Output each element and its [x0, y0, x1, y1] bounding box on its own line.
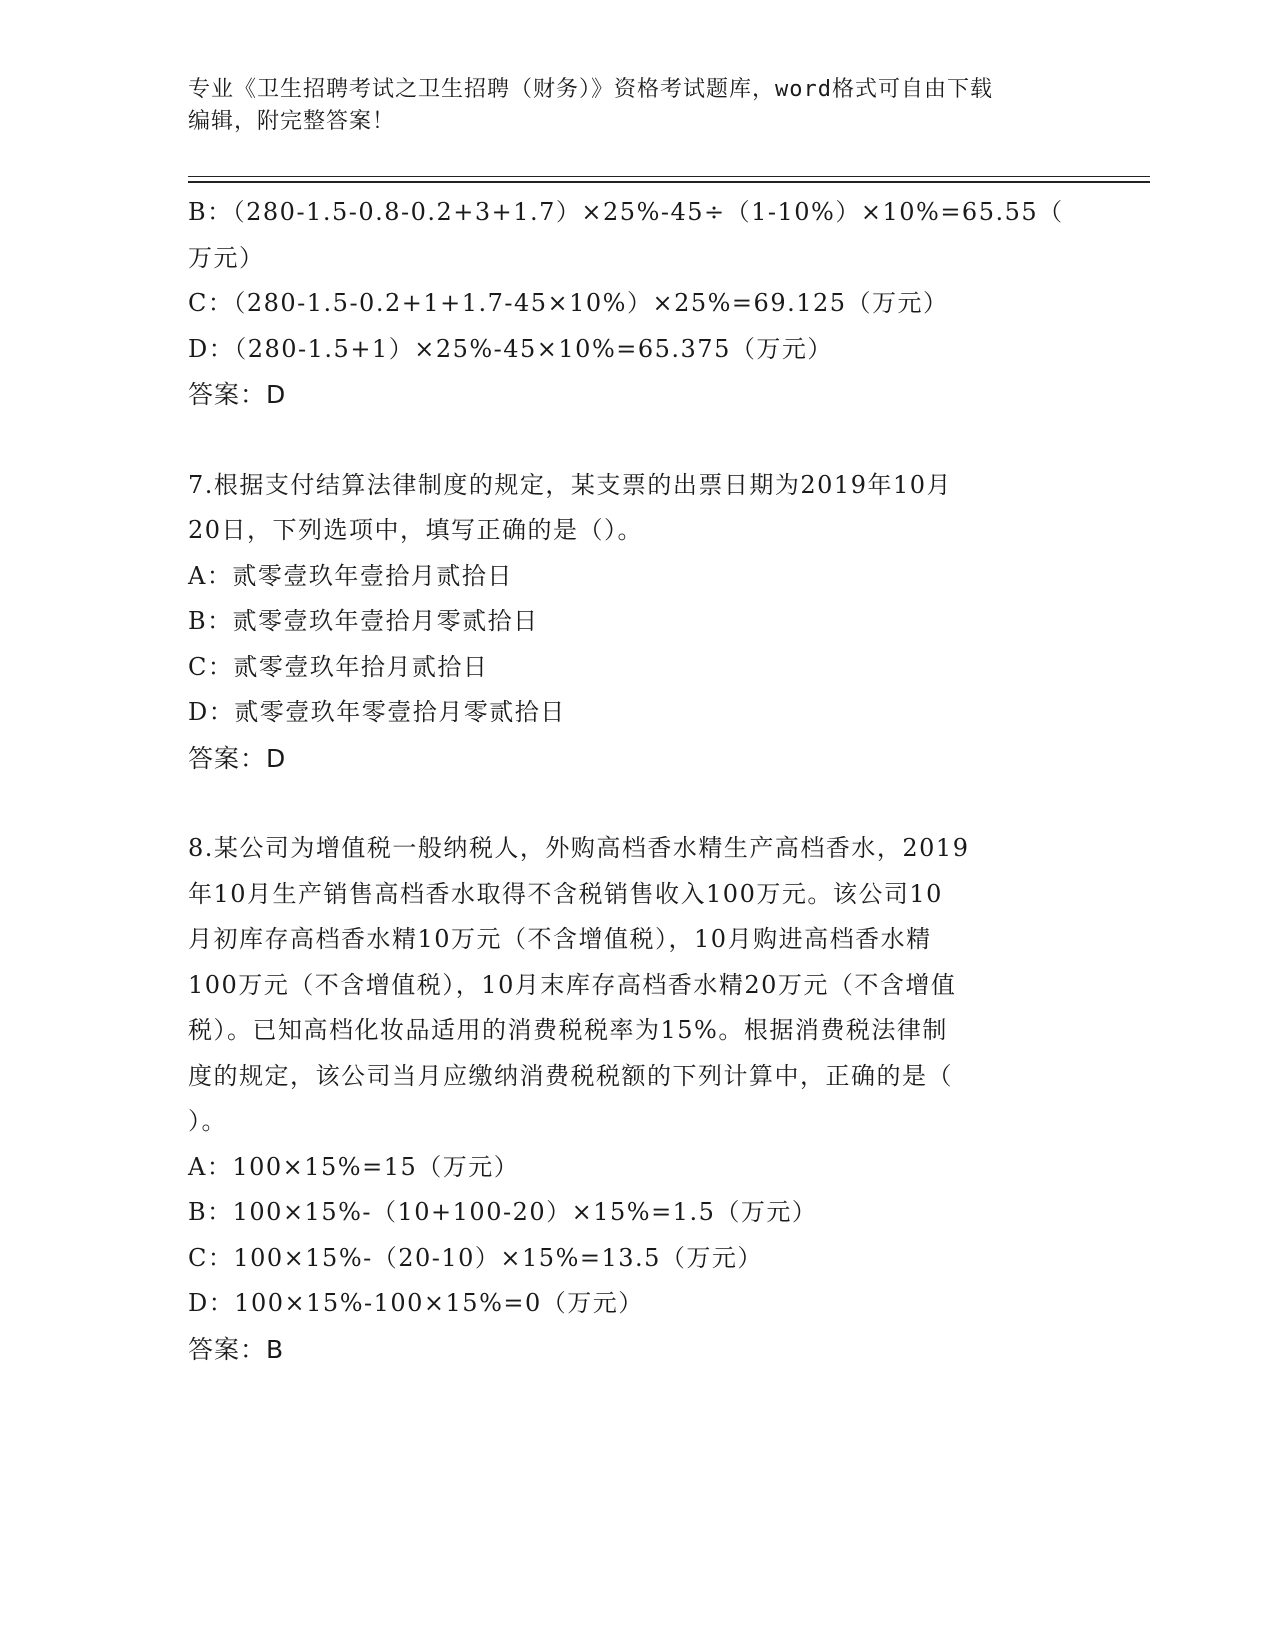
- header-rule-thin: [188, 176, 1150, 177]
- q8-stem-line-2: 年10月生产销售高档香水取得不含税销售收入100万元。该公司10: [188, 879, 943, 908]
- q8-stem-line-7: ）。: [188, 1107, 227, 1135]
- q8-option-d: D：100×15%-100×15%=0（万元）: [188, 1289, 644, 1317]
- q7-option-d: D：贰零壹玖年零壹拾月零贰拾日: [188, 698, 566, 726]
- q7-option-b: B：贰零壹玖年壹拾月零贰拾日: [188, 607, 539, 635]
- question-6-options: [188, 190, 1088, 418]
- q6-option-b-line-2: 万元）: [188, 243, 265, 272]
- q7-stem-line-1: 7.根据支付结算法律制度的规定，某支票的出票日期为2019年10月: [188, 470, 953, 499]
- q8-option-a: A：100×15%=15（万元）: [188, 1152, 520, 1181]
- header-rule-thick: [188, 181, 1150, 183]
- q8-stem-line-6: 度的规定，该公司当月应缴纳消费税税额的下列计算中，正确的是（: [188, 1061, 953, 1090]
- header-line-1: 专业《卫生招聘考试之卫生招聘（财务）》资格考试题库，word格式可自由下载: [188, 77, 993, 102]
- q8-stem-line-5: 税）。已知高档化妆品适用的消费税税率为15%。根据消费税法律制: [188, 1016, 948, 1044]
- q6-option-b-line-1: B：（280-1.5-0.8-0.2+3+1.7）×25%-45÷（1-10%）×10%=65.55（: [188, 198, 1064, 226]
- spacer: [188, 781, 1088, 826]
- q8-answer: 答案：B: [188, 1334, 285, 1364]
- document-header: [188, 74, 1088, 138]
- q7-option-a: A：贰零壹玖年壹拾月贰拾日: [188, 561, 513, 590]
- q6-answer: 答案：D: [188, 380, 287, 409]
- question-7: [188, 463, 1088, 782]
- header-line-2: 编辑，附完整答案！: [188, 109, 396, 134]
- q8-option-c: C：100×15%-（20-10）×15%=13.5（万元）: [188, 1243, 763, 1272]
- q8-stem-line-4: 100万元（不含增值税），10月末库存高档香水精20万元（不含增值: [188, 970, 957, 999]
- q6-option-d: D：（280-1.5+1）×25%-45×10%=65.375（万元）: [188, 334, 833, 363]
- q7-option-c: C：贰零壹玖年拾月贰拾日: [188, 652, 489, 681]
- q8-option-b: B：100×15%-（10+100-20）×15%=1.5（万元）: [188, 1198, 818, 1226]
- question-8: [188, 826, 1088, 1372]
- document-body: [188, 190, 1088, 1372]
- q7-stem-line-2: 20日，下列选项中，填写正确的是（）。: [188, 516, 644, 544]
- spacer: [188, 418, 1088, 463]
- q8-stem-line-1: 8.某公司为增值税一般纳税人，外购高档香水精生产高档香水，2019: [188, 834, 970, 862]
- q6-option-c: C：（280-1.5-0.2+1+1.7-45×10%）×25%=69.125（万元）: [188, 289, 949, 317]
- q8-stem-line-3: 月初库存高档香水精10万元（不含增值税），10月购进高档香水精: [188, 925, 932, 953]
- q7-answer: 答案：D: [188, 743, 287, 773]
